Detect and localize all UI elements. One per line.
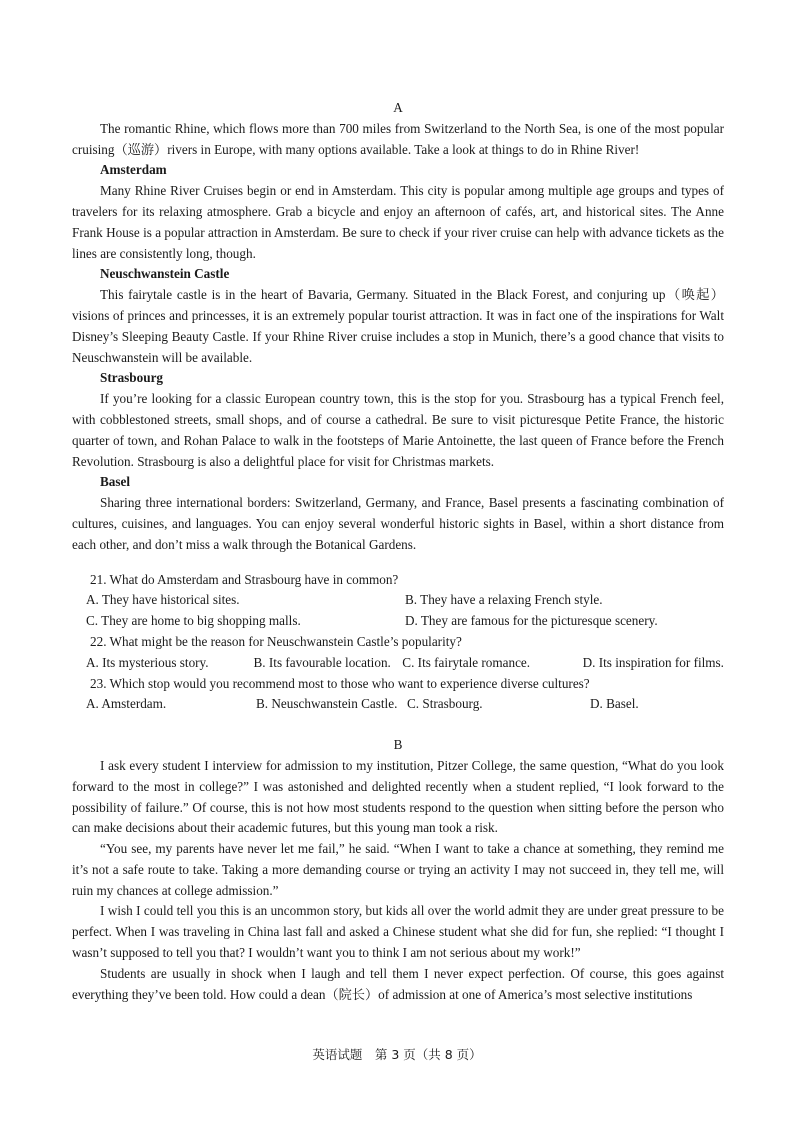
section-b-paragraph-3: I wish I could tell you this is an uncommon story, but kids all over the world admit they are under great pressure to be perfect. When I was traveling in China last fall and asked a Chinese student what she did for fun, she replied: “I thought I wasn’t supposed to tell you that? I wouldn’t want you to think I am not serious about my work!” [72, 903, 724, 961]
option-21c[interactable]: C. They are home to big shopping malls. [86, 613, 301, 629]
section-a-label: A [393, 100, 403, 115]
option-23a[interactable]: A. Amsterdam. [86, 696, 167, 712]
option-22c[interactable]: C. Its fairytale romance. [402, 654, 531, 670]
option-23d[interactable]: D. Basel. [590, 696, 639, 712]
option-22b[interactable]: B. Its favourable location. [253, 654, 391, 670]
option-21b[interactable]: B. They have a relaxing French style. [405, 592, 603, 608]
spacer [72, 556, 724, 570]
option-23b[interactable]: B. Neuschwanstein Castle. [256, 696, 398, 712]
option-21a[interactable]: A. They have historical sites. [86, 592, 240, 608]
paragraph-strasbourg: If you’re looking for a classic European country town, this is the stop for you. Strasbourg has a typical French feel, with cobblestoned streets, small shops, and of course a cathedral. Be sure to visit picturesque Petite France, the historic quarter of town, and Rohan Palace to walk in the footsteps of Marie Antoinette, the last queen of France before the French Revolution. Strasbourg is also a delightful place for visit for Christmas markets. [72, 391, 724, 469]
section-a-intro: The romantic Rhine, which flows more than 700 miles from Switzerland to the North Sea, is one of the most popular cruising（巡游）rivers in Europe, with many options available. Take a look at things to do in Rhine River! [72, 120, 724, 157]
paragraph-neuschwanstein: This fairytale castle is in the heart of Bavaria, Germany. Situated in the Black Forest, and conjuring up（唤起）visions of princes and princesses, it is an extremely popular tourist attraction. It was in fact one of the inspirations for Walt Disney’s Sleeping Beauty Castle. If your Rhine River cruise includes a stop in Munich, there’s a good chance that visits to Neuschwanstein will be available. [72, 287, 724, 365]
section-b-paragraph-2: “You see, my parents have never let me fail,” he said. “When I want to take a chance at something, they remind me it’s not a safe route to take. Taking a more demanding course or trying an activity I may not succeed in, they tell me, will ruin my chances at college admission.” [72, 841, 724, 898]
question-21: 21. What do Amsterdam and Strasbourg have in common? [90, 571, 399, 587]
section-b-label: B [393, 737, 403, 753]
question-23-options [86, 694, 724, 715]
page-footer: 英语试题 第 3 页（共 8 页） [312, 1047, 482, 1062]
question-21-options [86, 590, 724, 632]
section-b-paragraph-4: Students are usually in shock when I laugh and tell them I never expect perfection. Of course, this goes against everything they’ve been told. How could a dean（院长）of admission at one of America’s most selective institutions [72, 965, 724, 1002]
question-23: 23. Which stop would you recommend most to those who want to experience diverse cultures? [90, 675, 590, 691]
option-21d[interactable]: D. They are famous for the picturesque scenery. [405, 613, 658, 629]
heading-neuschwanstein: Neuschwanstein Castle [100, 266, 230, 282]
exam-page [72, 98, 724, 1005]
option-22d[interactable]: D. Its inspiration for films. [582, 654, 724, 670]
option-23c[interactable]: C. Strasbourg. [407, 696, 483, 712]
heading-basel: Basel [100, 474, 131, 490]
heading-strasbourg: Strasbourg [100, 370, 164, 386]
question-22-options [86, 653, 724, 674]
paragraph-amsterdam: Many Rhine River Cruises begin or end in Amsterdam. This city is popular among multiple age groups and types of travelers for its relaxing atmosphere. Grab a bicycle and enjoy an afternoon of cafés, art, and historical sites. The Anne Frank House is a popular attraction in Amsterdam. Be sure to check if your river cruise can help with advance tickets as the lines are consistently long, though. [72, 183, 724, 261]
heading-amsterdam: Amsterdam [100, 162, 167, 178]
spacer [72, 715, 724, 735]
section-b-paragraph-1: I ask every student I interview for admission to my institution, Pitzer College, the same question, “What do you look forward to the most in college?” I was astonished and delighted recently when a student replied, “I look forward to the possibility of failure.” Of course, this is not how most students respond to the question when sitting before the person who can make decisions about their academic futures, but this young man took a risk. [72, 757, 724, 836]
question-22: 22. What might be the reason for Neuschwanstein Castle’s popularity? [90, 633, 462, 649]
option-22a[interactable]: A. Its mysterious story. [86, 654, 209, 670]
paragraph-basel: Sharing three international borders: Switzerland, Germany, and France, Basel presents a fascinating combination of cultures, cuisines, and languages. You can enjoy several wonderful historic sights in Basel, within a short distance from each other, and don’t miss a walk through the Botanical Gardens. [72, 495, 724, 552]
